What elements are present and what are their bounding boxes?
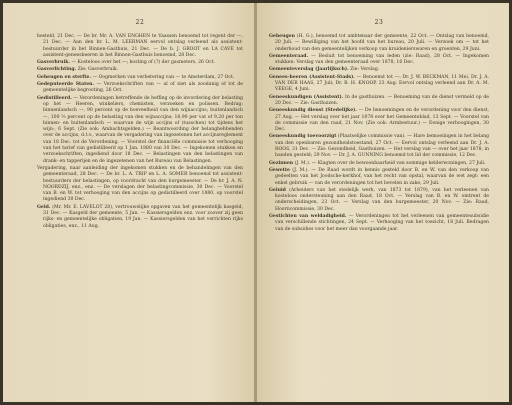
entry-text: Vergadering, naar aanleiding der ingekomen stukken en de behandelingen van den gemeenteraad, 28 Dec. — De br. L. A. TRIP en L. A. SOMER benoemd tot assistent-bestuurders der belastingen, op voordracht van den burgemeester. — De br. J. A. N. NOORDZIJ, enz., enz. — De verslagen der belastingcommissie, 30 Dec. — Voorstel van B. en W. tot verhooging van den accijns op gedistilleerd over 1880, op voorstel ingediend 30 Dec. xyxy=(37,165,243,203)
entry-heading: Genees-heeren (Assistent-Stads). xyxy=(269,74,355,80)
open-book xyxy=(3,3,509,402)
entry-heading: Gewette xyxy=(269,167,290,173)
page-number: 23 xyxy=(374,19,384,26)
entry-heading: Gezinnen xyxy=(269,160,294,166)
entry-text: — Oogmerken van verbetering van — te Amsterdam, 27 Oct. xyxy=(91,74,235,80)
index-entry xyxy=(37,75,243,81)
entry-heading: Gemeenteraad. xyxy=(269,53,309,59)
index-entry xyxy=(269,75,489,94)
index-entry xyxy=(37,96,243,165)
index-entry xyxy=(269,54,489,67)
index-entry xyxy=(37,82,243,95)
entry-text: (Mr. Mr. E. LAVELOT 28), vertrouwelijke opgaven van het gemeentelijk kasgeld, 31 Dec. — Kasgeld der gemeente, 5 Jan. — Kassiersgelden enz. voor zoover zij geen rijks- en gemeentelijke obligatien, 19 Jan. — Kassiersgelden van het verrichten rijks obligaties, enz., 11 Aug. xyxy=(43,204,243,229)
entry-text: — De benoemingen en de verordening voor den dienst, 27 Aug. — Het verslag over het jaar 1878 over het Gemeenteblad, 13 Sept. — Voorstel van de commissie van den raad, 21 Nov. (Zie ook: Armbestuur.) — Eenige verhoogingen, 30 Dec. xyxy=(275,108,489,133)
entry-heading: Geneeskundigen (Assistent). xyxy=(269,94,344,100)
index-entry xyxy=(269,188,489,213)
index-entry xyxy=(37,166,243,204)
entry-text: — Benoemd tot —: Dr. J. W. BECKMAN, 11 Mei, Dr. J. A. VAN DER HAAS, 27 Juli; Dr. B. H. KNOOP, 23 Aug. Eervol ontslag verleend aan Dr. A. M. VEEGE, 4 Juni. xyxy=(275,74,489,93)
entry-heading: Geheugen en sterfte. xyxy=(37,74,92,80)
entry-heading: Gedistilleerd. xyxy=(37,95,72,101)
entry-text: — Kosteloos over het —; kosting of (?) der gasmeters, 26 Oct. xyxy=(70,60,216,66)
index-entry xyxy=(269,67,489,73)
entry-heading: Gasverbruik. xyxy=(37,60,70,66)
entry-heading: Geneeskundig toevoorzigt xyxy=(269,134,337,140)
entry-heading: Gasverlichting. xyxy=(37,67,77,73)
index-entry xyxy=(37,34,243,59)
index-entry xyxy=(269,161,489,167)
entry-text: Zie: Verslag. xyxy=(348,67,380,73)
entry-text: (Plaatselijke commissie van). — Hare bemoeiingen in het belang van den openbaren gezondheidstoestand, 27 Oct. — Eervol ontslag verleend aan Dr. J. A. ROOS, 31 Dec. — Zie: Gezondheid, Gasthuizen. — Het verslag van — over het jaar 1878, in handen gesteld; 29 Nov. — Dr. J. A. GUNNING benoemd tot lid der commissie, 12 Dec. xyxy=(275,134,489,159)
entry-text: — Verordeningen betreffende de heffing op de invordering der belasting op het — Heeren, winkeliers, chemisten, verzoeken en polissen. Bedrag: binnenlandsch —, 90 percent op de hoeveelheid van den wijnaccijns; buitenlandsch —, 100 ⅔ percent op de belasting van den wijnaccijns; 18,90 per vat of 9,20 per ton binnen- en buitenlandsch — waarvan de wijn accijns of (tusschen) tot tijdens het wijn-, 6 Sept. (Zie ook: Ambachtsgelden.) — Beantwoording der belanghebbenden over de accijns, d.t.v., waarvan de vergadering van ingezetenen het accijnsreglement van 18 Dec. tot de Verordening. — Voorstel der financiële commissie tot verhooging van het tarief van gedistilleerd op 1 Jan. 1880 van 30 Dec. — Ingekomen stukken en verzoekschriften, ingediend door 18 Dec. — Belastingen van den belastingen van drank- en tapperijen en de ingezetenen van het Bureau van Belastingen. xyxy=(43,95,243,164)
index-entry xyxy=(269,108,489,133)
entry-text: In de gasthuizen. — Benoeming van de dienst vermeld op de 20 Dec. — Zie: Gasthuizen. xyxy=(275,94,489,106)
entry-heading: Geluid xyxy=(269,187,286,193)
entry-list xyxy=(37,34,243,230)
index-entry xyxy=(37,205,243,230)
entry-text: (J. M.). — Klagten over de bewoonbaarheid van sommige kelderwoningen, 27 Juli. xyxy=(293,160,486,166)
entry-text: (Arbeiders van het stedelijk werk, van 1873 tot 1879), van het verleenen van kosteloos ondersteuning aan den Raad, 18 Oct. — Verslag van B. en W. omtrent de onderscheidingen, 23 Oct. — Verslag van den burgemeester, 20 Nov. — Zie: Raad, Hoorncommissie, 30 Dec. xyxy=(275,187,489,212)
entry-text: (H. G.), benoemd tot ambtenaar der gemeente, 22 Oct. — Ontslag van benoemd, 20 Juli. — Bewilliging van het hoofd van het bureau, 20 Juli. — Verzoek om — tot het onderhoud van den gemeentelijken verkoop van kruidenierswaren en groenten, 29 Juni. xyxy=(275,34,489,52)
entry-text: (J. M.). — De Raad wordt in kennis gesteld door B. en W. van den verkoop van gedeelten van het Joodsche-kerkhof, van het recht van opstal, waarvan de wet zegt: een enkel gebruik — van de verordeningen tot het bevelen in zake, 29 Juli. xyxy=(275,167,489,186)
entry-heading: Geld. xyxy=(37,204,51,210)
entry-heading: Gestichten van weldadigheid. xyxy=(269,214,347,220)
left-page xyxy=(3,3,255,402)
page-number: 22 xyxy=(135,19,145,26)
entry-heading: Geheugen xyxy=(269,34,295,39)
index-entry xyxy=(269,168,489,187)
index-entry xyxy=(269,134,489,159)
entry-heading: Gedeputeerde Staten. xyxy=(37,82,95,88)
entry-list xyxy=(269,34,489,233)
entry-heading: Gemeenteverslag (Jaarlijksch). xyxy=(269,67,349,73)
entry-heading: Geneeskundig dienst (Stedelijke). xyxy=(269,108,357,114)
entry-text: — Verordeningen tot het verleenen van gemeentesubsidie van verschillende stichtingen, 24 Sept. — Verhooging van het toezicht, 18 Juli. Bedragen van de subsidies voor het meer dan voorgaande jaar. xyxy=(275,214,489,232)
index-entry xyxy=(269,95,489,108)
entry-text: — Verzoekschriften van — al of niet als zoodanig of tot de gemeentelijke begrooting, 26 Oct. xyxy=(43,82,243,94)
entry-text: besteld, 21 Dec. — De br. Mr. A. VAN ENGHEN te Vaassen benoemd tot regent der —, 21 Dec. — Aan den br. L. M. LEERMAN eervol ontslag verleend als assistent-bestuurder in het Binnen-Gasthuis, 21 Dec. — De b. J. GROOT en LA CAVE tot assistent-geneesheeren in het Binnen-Gasthuis benoemd, 28 Dec. xyxy=(37,34,243,58)
index-entry xyxy=(269,214,489,233)
index-entry xyxy=(37,60,243,66)
entry-text: Zie: Gasverbruik. xyxy=(76,67,119,73)
right-page xyxy=(257,3,509,402)
index-entry xyxy=(269,34,489,53)
entry-text: — Besluit tot benoeming van leden (zie: Raad), 28 Oct. — Ingekomen stukken: Verslag van den gemeenteraad over 1878, 16 Dec. xyxy=(275,53,489,66)
index-entry xyxy=(37,67,243,73)
